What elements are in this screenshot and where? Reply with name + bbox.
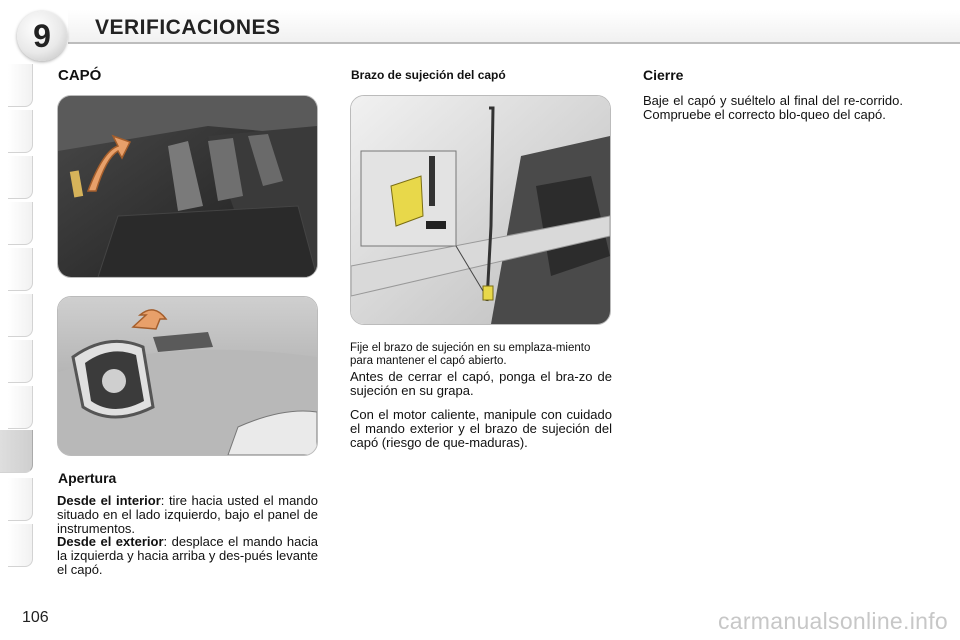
chapter-number-badge: [17, 11, 67, 61]
chapter-tab[interactable]: [8, 156, 33, 199]
cierre-paragraph: Baje el capó y suéltelo al final del re-corrido. Compruebe el correcto blo-queo del capó.: [643, 93, 903, 122]
capo-title: CAPÓ: [58, 67, 102, 84]
brazo-paragraph-1: Antes de cerrar el capó, ponga el bra-zo de sujeción en su grapa.: [350, 369, 612, 398]
chapter-title: VERIFICACIONES: [95, 16, 281, 39]
exterior-text: : desplace el mando hacia la izquierda y hacia arriba y des-pués levante el capó.: [57, 534, 318, 577]
chapter-tab[interactable]: [8, 386, 33, 429]
chapter-tab[interactable]: [8, 64, 33, 107]
brazo-paragraph-2: Con el motor caliente, manipule con cuidado el mando exterior y el brazo de sujeción del capó (riesgo de que-maduras).: [350, 407, 612, 450]
page-number: 106: [22, 609, 49, 626]
brazo-title: Brazo de sujeción del capó: [351, 68, 506, 82]
exterior-label: Desde el exterior: [57, 534, 164, 549]
exterior-release-figure: [57, 296, 318, 456]
chapter-tab[interactable]: [8, 248, 33, 291]
chapter-tab[interactable]: [8, 294, 33, 337]
support-rod-figure: [350, 95, 611, 325]
apertura-interior-paragraph: [57, 494, 318, 536]
interior-text: : tire hacia usted el mando situado en el lado izquierdo, bajo el panel de instrumentos.: [57, 493, 318, 536]
cierre-title: Cierre: [643, 67, 684, 83]
apertura-title: Apertura: [58, 470, 117, 486]
interior-label: Desde el interior: [57, 493, 161, 508]
chapter-tab[interactable]: [8, 524, 33, 567]
chapter-tab[interactable]: [8, 110, 33, 153]
chapter-tab[interactable]: [8, 478, 33, 521]
chapter-tab[interactable]: [8, 340, 33, 383]
chapter-number: 9: [33, 17, 51, 54]
chapter-tab-strip: [0, 64, 33, 576]
chapter-tab-active[interactable]: [0, 430, 33, 473]
apertura-exterior-paragraph: [57, 535, 318, 577]
interior-release-figure: [57, 95, 318, 278]
chapter-tab[interactable]: [8, 202, 33, 245]
watermark: carmanualsonline.info: [717, 608, 948, 634]
header-divider: [68, 42, 960, 44]
brazo-caption: Fije el brazo de sujeción en su emplaza-miento para mantener el capó abierto.: [350, 342, 591, 367]
